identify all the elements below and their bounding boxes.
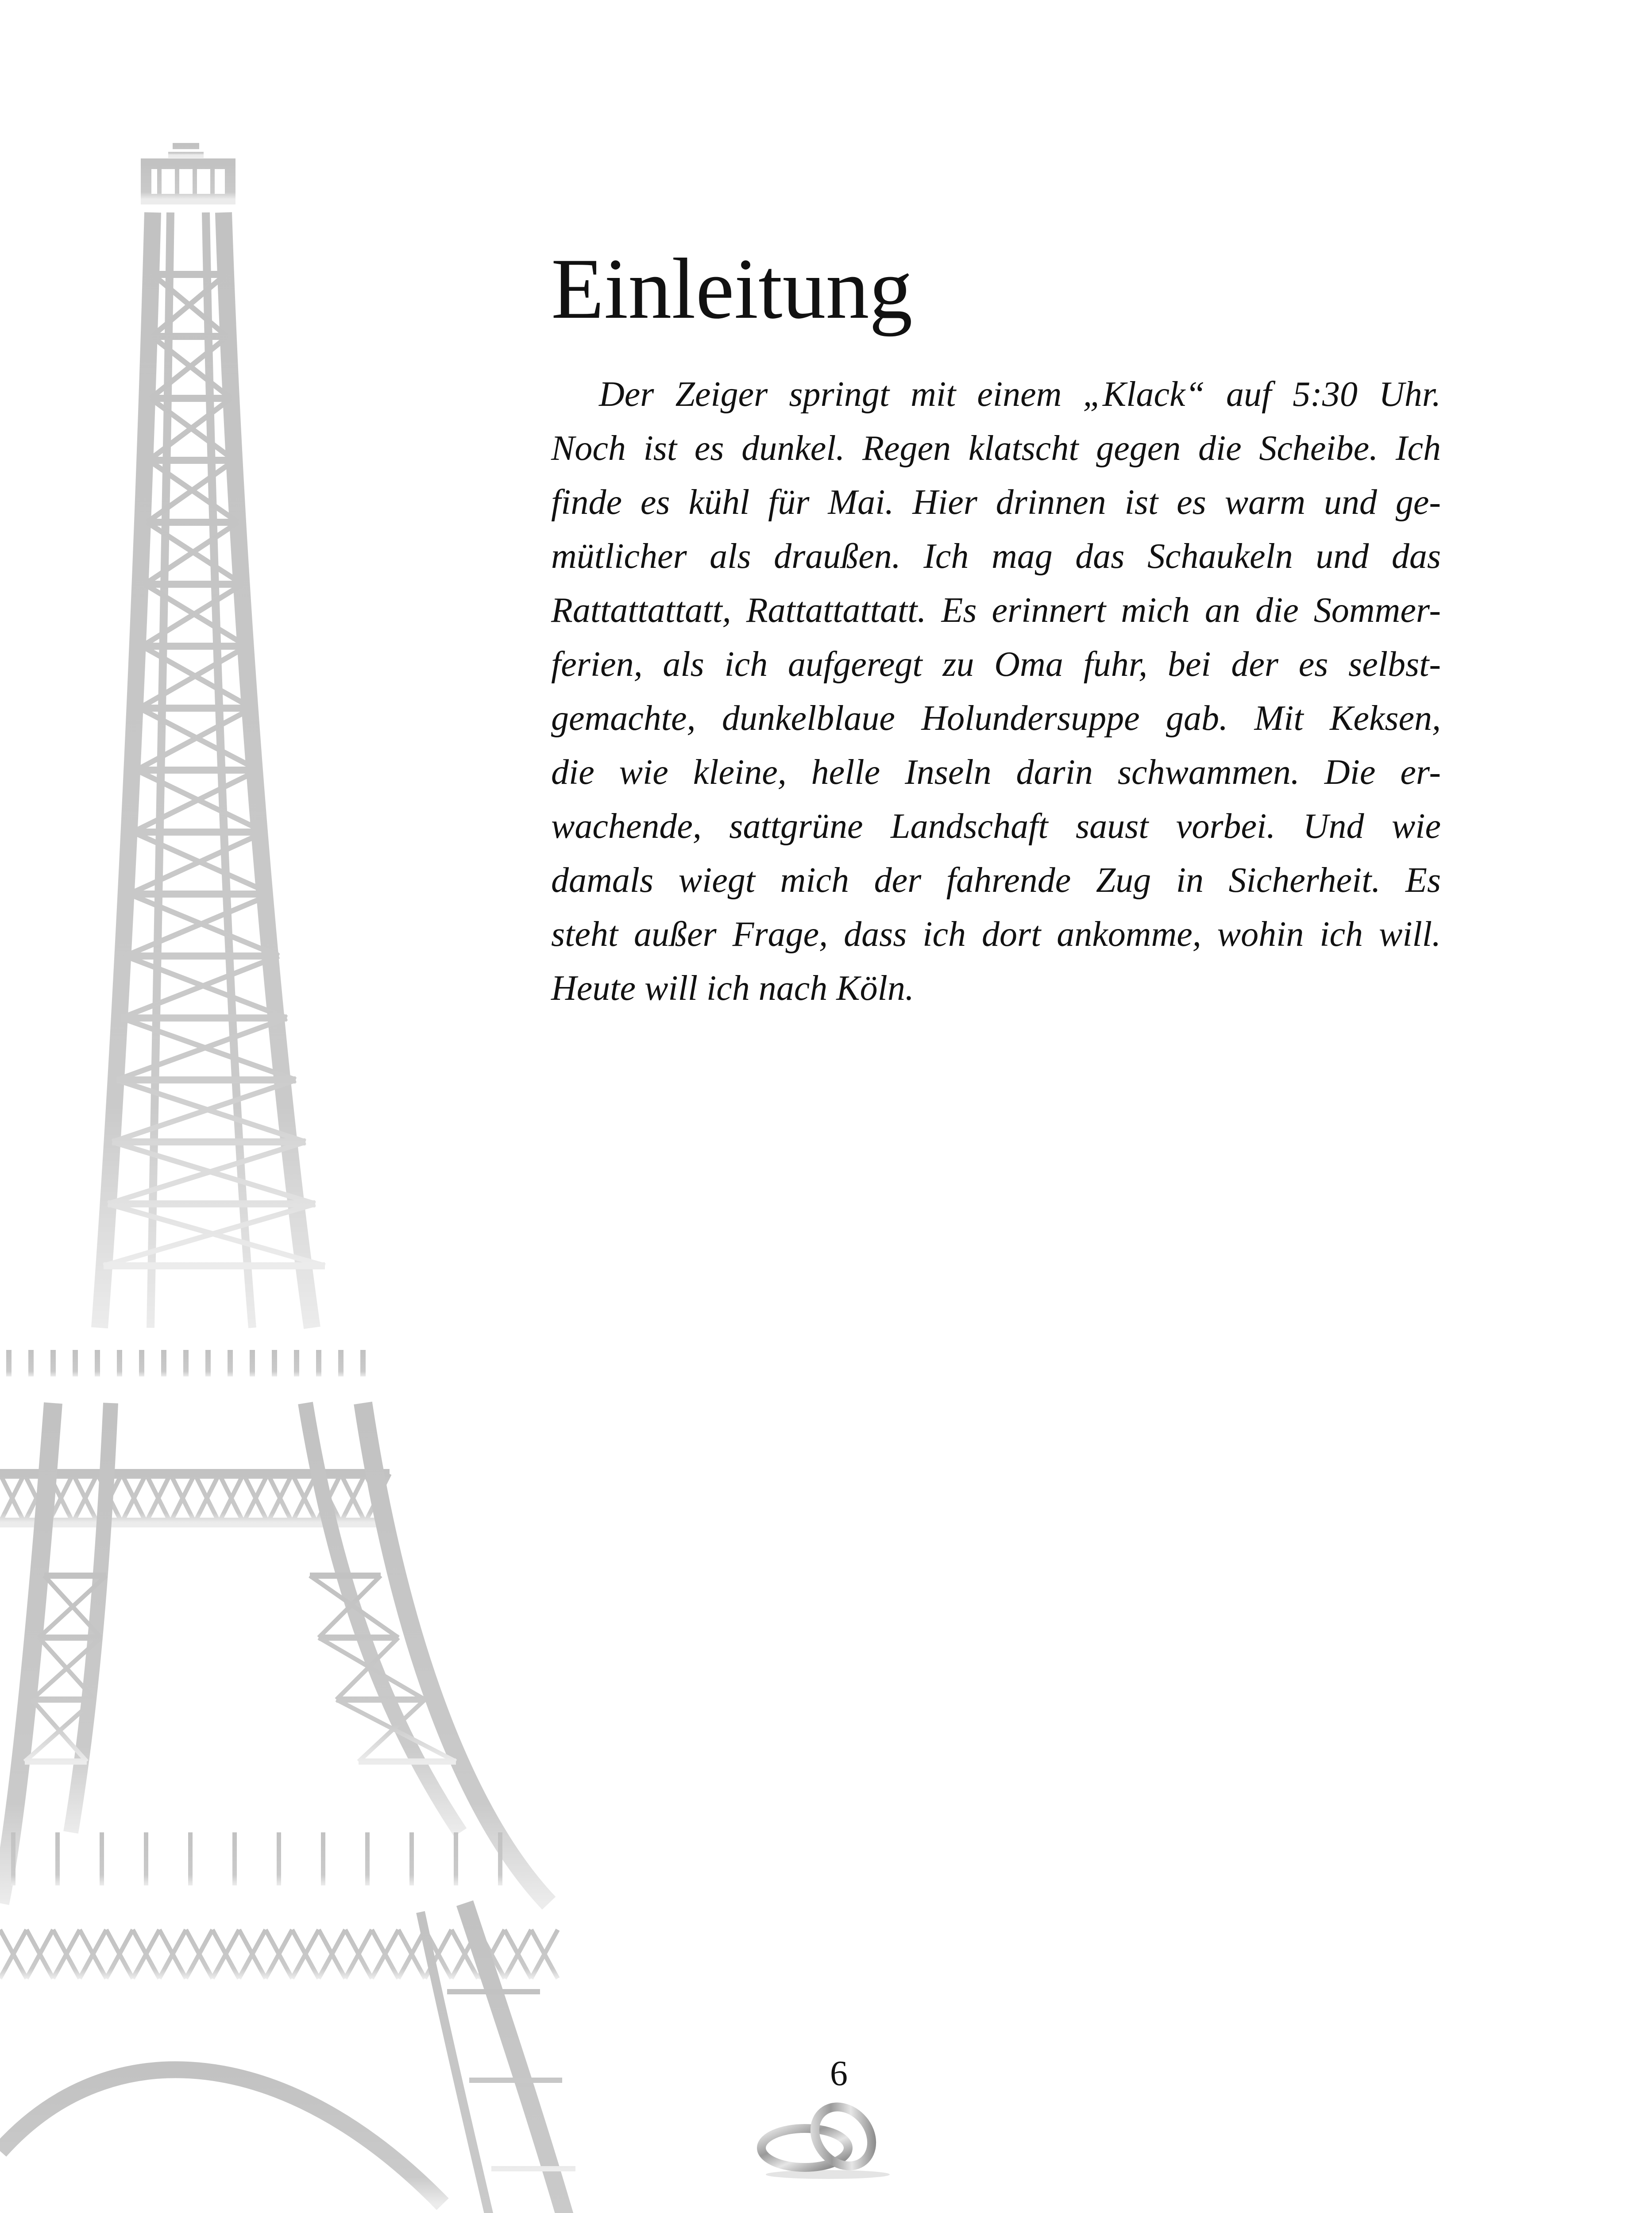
text-line: damals wiegt mich der fahrende Zug in Sicherheit. Es — [551, 861, 1441, 900]
text-line: ferien, als ich aufgeregt zu Oma fuhr, bei der es selbst- — [551, 645, 1441, 684]
text-line: mütlicher als draußen. Ich mag das Schaukeln und das — [551, 537, 1441, 576]
text-line: Rattattattatt, Rattattattatt. Es erinnert mich an die Sommer- — [551, 591, 1441, 630]
eiffel-tower-illustration — [0, 0, 620, 2213]
chapter-title: Einleitung — [551, 241, 913, 337]
text-line: die wie kleine, helle Inseln darin schwammen. Die er- — [551, 753, 1441, 792]
text-line: steht außer Frage, dass ich dort ankomme, wohin ich will. — [551, 915, 1441, 954]
text-line: wachende, sattgrüne Landschaft saust vorbei. Und wie — [551, 807, 1441, 846]
wedding-rings-icon — [753, 2096, 903, 2180]
text-line: finde es kühl für Mai. Hier drinnen ist es warm und ge- — [551, 483, 1441, 522]
text-line: Der Zeiger springt mit einem „Klack“ auf 5:30 Uhr. — [599, 375, 1441, 414]
text-line: Heute will ich nach Köln. — [551, 969, 914, 1008]
body-paragraph — [551, 367, 1441, 1015]
page-number: 6 — [830, 2054, 848, 2093]
text-line: gemachte, dunkelblaue Holundersuppe gab. Mit Keksen, — [551, 699, 1441, 738]
text-line: Noch ist es dunkel. Regen klatscht gegen die Scheibe. Ich — [551, 429, 1441, 468]
